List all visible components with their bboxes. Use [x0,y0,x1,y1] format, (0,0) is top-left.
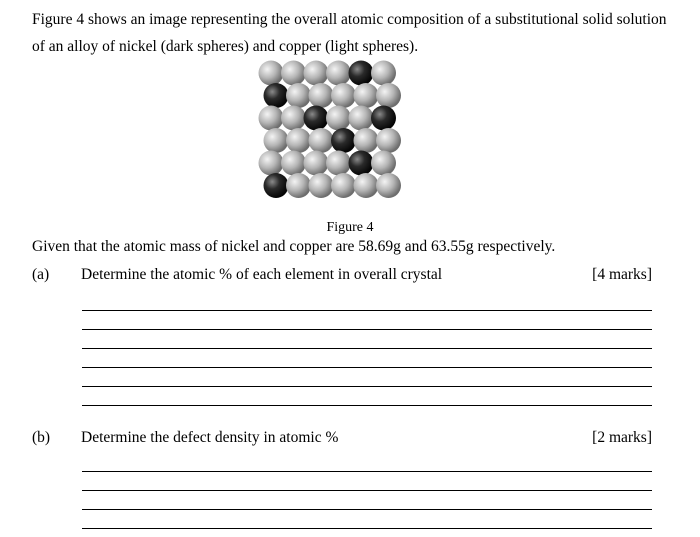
copper-atom [354,173,379,198]
given-statement: Given that the atomic mass of nickel and copper are 58.69g and 63.55g respectively. [32,238,556,255]
copper-atom [354,128,379,153]
answer-line [82,405,652,406]
answer-line [82,490,652,491]
copper-atom [371,151,396,176]
answer-line [82,329,652,330]
question-b-label: (b) [32,429,51,446]
copper-atom [304,61,329,86]
nickel-atom [264,173,289,198]
copper-atom [331,173,356,198]
answer-line [82,367,652,368]
copper-atom [264,128,289,153]
copper-atom [376,83,401,108]
copper-atom [326,151,351,176]
copper-atom [326,61,351,86]
copper-atom [309,128,334,153]
answer-line [82,310,652,311]
answer-line [82,509,652,510]
question-intro: Figure 4 shows an image representing the overall atomic composition of a substitutional solid solution of an alloy of nickel (dark spheres) and copper (light spheres). [32,11,667,55]
nickel-atom [304,106,329,131]
nickel-atom [349,151,374,176]
copper-atom [376,128,401,153]
copper-atom [309,83,334,108]
copper-atom [331,83,356,108]
copper-atom [309,173,334,198]
answer-line [82,528,652,529]
answer-line [82,386,652,387]
question-a-label: (a) [32,266,50,283]
figure-caption: Figure 4 [326,220,374,235]
copper-atom [354,83,379,108]
answer-line [82,471,652,472]
copper-atom [349,106,374,131]
nickel-atom [264,83,289,108]
copper-atom [286,128,311,153]
copper-atom [304,151,329,176]
copper-atom [259,151,284,176]
copper-atom [281,151,306,176]
copper-atom [371,61,396,86]
question-b-text: Determine the defect density in atomic % [81,429,339,446]
answer-line [82,348,652,349]
copper-atom [326,106,351,131]
nickel-atom [331,128,356,153]
copper-atom [286,173,311,198]
alloy-crystal-figure [255,57,430,207]
question-b-marks: [2 marks] [592,429,652,446]
copper-atom [376,173,401,198]
question-a-marks: [4 marks] [592,266,652,283]
copper-atom [259,61,284,86]
question-a-text: Determine the atomic % of each element in overall crystal [81,266,443,283]
copper-atom [281,106,306,131]
copper-atom [281,61,306,86]
copper-atom [286,83,311,108]
nickel-atom [349,61,374,86]
copper-atom [259,106,284,131]
nickel-atom [371,106,396,131]
